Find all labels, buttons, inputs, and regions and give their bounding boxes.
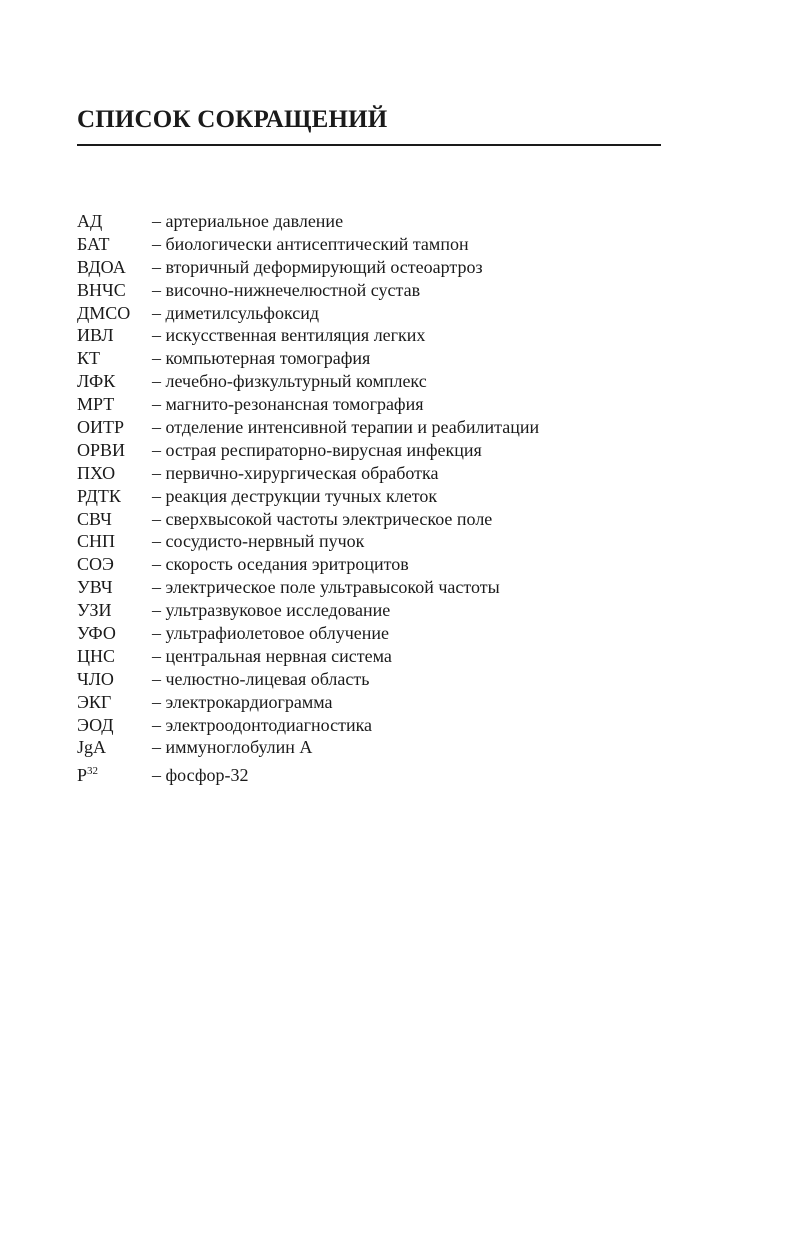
abbreviation-term <box>77 256 152 279</box>
abbreviation-term-text: КТ <box>77 348 101 369</box>
abbreviation-definition: – ультрафиолетовое облучение <box>152 623 390 644</box>
abbreviation-term <box>77 599 152 622</box>
abbreviation-term <box>77 462 152 485</box>
abbreviation-term-text: ВДОА <box>77 256 126 277</box>
abbreviation-definition: – фосфор-32 <box>152 765 249 786</box>
abbreviation-term-text: ИВЛ <box>77 325 114 346</box>
abbreviation-term <box>77 553 152 576</box>
abbreviation-term-text: P <box>77 765 88 786</box>
abbreviation-term <box>77 416 152 439</box>
abbreviation-term <box>77 764 152 787</box>
abbreviation-definition: – лечебно-физкультурный комплекс <box>152 371 427 392</box>
abbreviation-term <box>77 324 152 347</box>
abbreviation-definition: – отделение интенсивной терапии и реабилитации <box>152 417 540 438</box>
abbreviation-term-text: ЦНС <box>77 645 116 666</box>
abbreviation-row <box>77 256 539 279</box>
abbreviation-term <box>77 576 152 599</box>
abbreviation-term-text: ПХО <box>77 462 116 483</box>
abbreviation-term <box>77 347 152 370</box>
abbreviation-definition: – челюстно-лицевая область <box>152 668 370 689</box>
abbreviation-row <box>77 302 539 325</box>
abbreviation-definition: – острая респираторно-вирусная инфекция <box>152 439 482 460</box>
abbreviation-term-text: ДМСО <box>77 302 131 323</box>
abbreviation-row <box>77 324 539 347</box>
abbreviation-term-text: ЧЛО <box>77 668 114 689</box>
abbreviation-term <box>77 393 152 416</box>
abbreviation-term <box>77 691 152 714</box>
abbreviation-term-text: АД <box>77 211 103 231</box>
abbreviation-definition: – вторичный деформирующий остеоартроз <box>152 256 483 277</box>
abbreviation-row <box>77 736 539 759</box>
abbreviation-row <box>77 462 539 485</box>
abbreviation-definition: – компьютерная томография <box>152 348 371 369</box>
abbreviation-term <box>77 736 152 759</box>
abbreviation-definition: – иммуноглобулин А <box>152 737 313 758</box>
abbreviation-term-text: ВНЧС <box>77 279 126 300</box>
abbreviation-term <box>77 714 152 737</box>
abbreviation-term <box>77 439 152 462</box>
abbreviation-row <box>77 714 539 737</box>
abbreviation-definition: – височно-нижнечелюстной сустав <box>152 279 421 300</box>
abbreviation-term <box>77 622 152 645</box>
title-underline <box>77 144 661 146</box>
abbreviation-term <box>77 668 152 691</box>
page-title: СПИСОК СОКРАЩЕНИЙ <box>77 106 388 133</box>
abbreviation-term-text: ЛФК <box>77 371 116 392</box>
abbreviation-term <box>77 210 152 233</box>
abbreviation-term <box>77 485 152 508</box>
abbreviation-term-text: ЭОД <box>77 714 114 735</box>
abbreviation-row <box>77 668 539 691</box>
abbreviation-row <box>77 210 539 233</box>
abbreviation-row <box>77 485 539 508</box>
abbreviation-row <box>77 279 539 302</box>
abbreviation-term-text: БАТ <box>77 233 110 254</box>
abbreviation-definition: – биологически антисептический тампон <box>152 233 469 254</box>
abbreviation-definition: – ультразвуковое исследование <box>152 600 391 621</box>
abbreviation-row <box>77 530 539 553</box>
abbreviation-term-text: УЗИ <box>77 600 112 621</box>
abbreviation-row <box>77 599 539 622</box>
abbreviation-row <box>77 576 539 599</box>
abbreviation-term-text: ОИТР <box>77 417 125 438</box>
abbreviation-term-text: ОРВИ <box>77 439 126 460</box>
abbreviation-term-text: СОЭ <box>77 554 114 575</box>
abbreviation-row <box>77 508 539 531</box>
abbreviation-term-text: JgA <box>77 737 107 758</box>
abbreviation-definition: – электрокардиограмма <box>152 691 333 712</box>
abbreviation-term <box>77 279 152 302</box>
abbreviation-term-text: МРТ <box>77 394 115 415</box>
abbreviation-definition: – электрическое поле ультравысокой частоты <box>152 577 500 598</box>
abbreviation-row <box>77 691 539 714</box>
abbreviation-term <box>77 645 152 668</box>
abbreviation-definition: – электроодонтодиагностика <box>152 714 373 735</box>
abbreviation-row <box>77 622 539 645</box>
abbreviation-definition: – искусственная вентиляция легких <box>152 325 426 346</box>
abbreviation-row <box>77 370 539 393</box>
abbreviation-definition: – скорость оседания эритроцитов <box>152 554 409 575</box>
abbreviation-definition: – сосудисто-нервный пучок <box>152 531 365 552</box>
abbreviation-definition: – диметилсульфоксид <box>152 302 320 323</box>
abbreviation-term-text: СНП <box>77 531 116 552</box>
abbreviation-term-text: ЭКГ <box>77 691 112 712</box>
abbreviation-row <box>77 416 539 439</box>
abbreviation-term <box>77 508 152 531</box>
abbreviation-definition: – первично-хирургическая обработка <box>152 462 439 483</box>
abbreviation-term <box>77 302 152 325</box>
abbreviation-term-text: СВЧ <box>77 508 112 529</box>
abbreviation-definition: – магнито-резонансная томография <box>152 394 424 415</box>
abbreviation-row <box>77 764 539 787</box>
abbreviation-definition: – центральная нервная система <box>152 645 392 666</box>
abbreviation-row <box>77 553 539 576</box>
abbreviation-term <box>77 530 152 553</box>
abbreviation-definition: – артериальное давление <box>152 211 344 231</box>
abbreviation-definition: – сверхвысокой частоты электрическое поле <box>152 508 493 529</box>
abbreviation-term-superscript: 32 <box>87 765 99 778</box>
abbreviation-term <box>77 233 152 256</box>
abbreviation-term <box>77 370 152 393</box>
abbreviation-list <box>77 210 539 787</box>
abbreviation-row <box>77 233 539 256</box>
abbreviation-row <box>77 645 539 668</box>
abbreviation-row <box>77 347 539 370</box>
abbreviation-row <box>77 439 539 462</box>
abbreviation-row <box>77 393 539 416</box>
abbreviation-term-text: УВЧ <box>77 577 113 598</box>
abbreviation-term-text: РДТК <box>77 485 121 506</box>
abbreviation-term-text: УФО <box>77 623 116 644</box>
abbreviation-definition: – реакция деструкции тучных клеток <box>152 485 438 506</box>
